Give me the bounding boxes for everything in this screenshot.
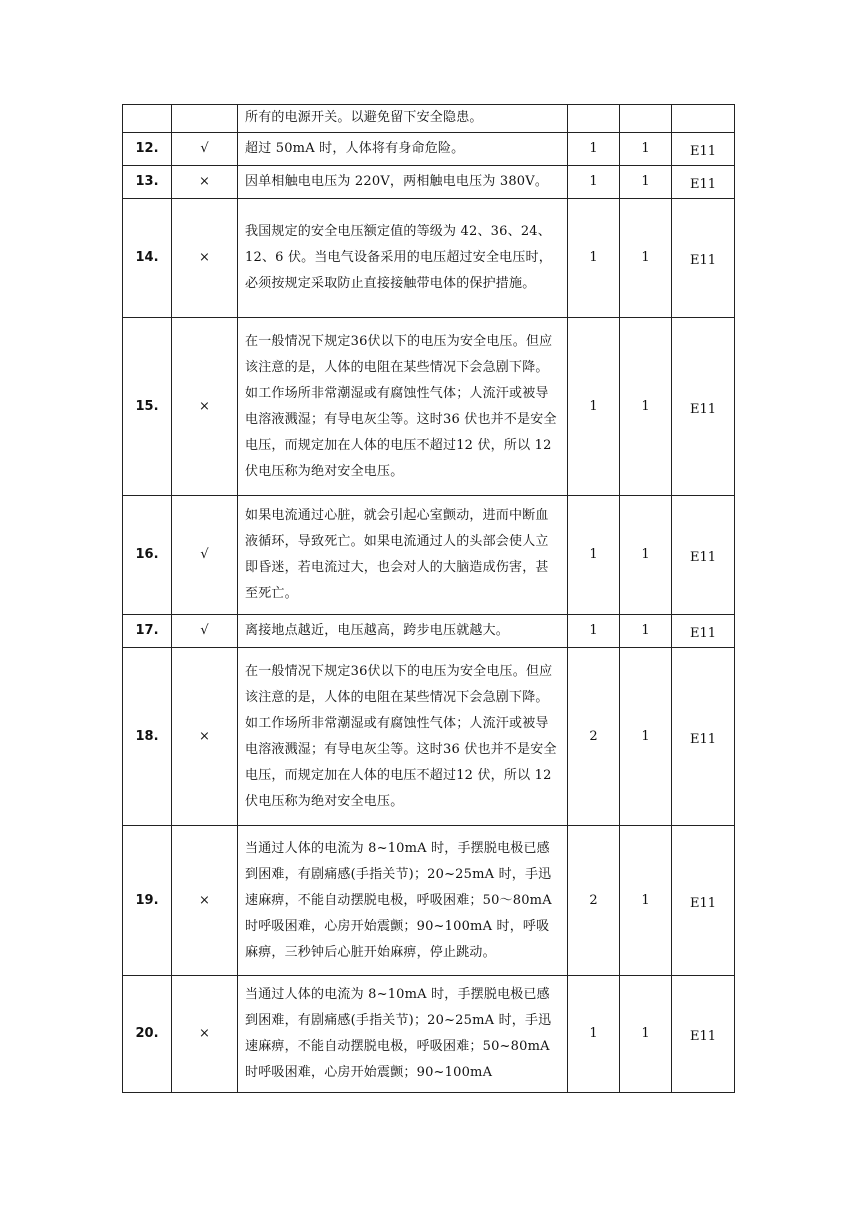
explanation-text: 如果电流通过心脏，就会引起心室颤动，进而中断血液循环，导致死亡。如果电流通过人的头部会使人立即昏迷，若电流过大，也会对人的大脑造成伤害，甚至死亡。 xyxy=(238,496,568,615)
category-code: E11 xyxy=(672,976,735,1093)
value-b: 1 xyxy=(620,318,672,496)
explanation-text: 离接地点越近，电压越高，跨步电压就越大。 xyxy=(238,615,568,648)
explanation-text: 所有的电源开关。以避免留下安全隐患。 xyxy=(238,105,568,133)
explanation-text: 超过 50mA 时，人体将有身命危险。 xyxy=(238,133,568,166)
answer-mark: × xyxy=(172,648,238,826)
table-row xyxy=(123,318,735,496)
category-code: E11 xyxy=(672,615,735,648)
question-number: 15. xyxy=(123,318,172,496)
explanation-text: 当通过人体的电流为 8~10mA 时，手摆脱电极已感到困难，有剧痛感(手指关节)；20~25mA 时，手迅速麻痹，不能自动摆脱电极，呼吸困难；50～80mA 时呼吸困难，心房开始震颤；90~100mA 时，呼吸麻痹，三秒钟后心脏开始麻痹，停止跳动。 xyxy=(238,826,568,976)
value-b: 1 xyxy=(620,199,672,318)
answer-table-body xyxy=(123,105,735,1093)
question-number: 19. xyxy=(123,826,172,976)
value-b: 1 xyxy=(620,166,672,199)
question-number: 12. xyxy=(123,133,172,166)
value-a: 1 xyxy=(568,318,620,496)
table-row xyxy=(123,496,735,615)
answer-mark: × xyxy=(172,318,238,496)
category-code: E11 xyxy=(672,648,735,826)
table-row xyxy=(123,105,735,133)
value-b: 1 xyxy=(620,648,672,826)
value-b: 1 xyxy=(620,133,672,166)
category-code xyxy=(672,105,735,133)
answer-mark: √ xyxy=(172,133,238,166)
explanation-text: 我国规定的安全电压额定值的等级为 42、36、24、12、6 伏。当电气设备采用的电压超过安全电压时，必须按规定采取防止直接接触带电体的保护措施。 xyxy=(238,199,568,318)
answer-mark xyxy=(172,105,238,133)
value-a: 1 xyxy=(568,199,620,318)
category-code: E11 xyxy=(672,826,735,976)
category-code: E11 xyxy=(672,496,735,615)
answer-mark: × xyxy=(172,976,238,1093)
question-number: 17. xyxy=(123,615,172,648)
table-row xyxy=(123,199,735,318)
category-code: E11 xyxy=(672,318,735,496)
value-b: 1 xyxy=(620,826,672,976)
answer-table xyxy=(122,104,735,1093)
explanation-text: 在一般情况下规定36伏以下的电压为安全电压。但应该注意的是，人体的电阻在某些情况下会急剧下降。如工作场所非常潮湿或有腐蚀性气体；人流汗或被导电溶液溅湿；有导电灰尘等。这时36 伏也并不是安全电压，而规定加在人体的电压不超过12 伏，所以 12 伏电压称为绝对安全电压。 xyxy=(238,318,568,496)
question-number: 18. xyxy=(123,648,172,826)
category-code: E11 xyxy=(672,133,735,166)
question-number: 20. xyxy=(123,976,172,1093)
value-a: 1 xyxy=(568,133,620,166)
value-a xyxy=(568,105,620,133)
question-number: 14. xyxy=(123,199,172,318)
answer-mark: × xyxy=(172,826,238,976)
table-row xyxy=(123,615,735,648)
table-row xyxy=(123,648,735,826)
value-a: 2 xyxy=(568,826,620,976)
value-b: 1 xyxy=(620,976,672,1093)
category-code: E11 xyxy=(672,166,735,199)
question-number xyxy=(123,105,172,133)
value-a: 1 xyxy=(568,976,620,1093)
table-row xyxy=(123,133,735,166)
value-a: 1 xyxy=(568,615,620,648)
table-row xyxy=(123,976,735,1093)
value-b xyxy=(620,105,672,133)
value-b: 1 xyxy=(620,496,672,615)
table-row xyxy=(123,826,735,976)
explanation-text: 在一般情况下规定36伏以下的电压为安全电压。但应该注意的是，人体的电阻在某些情况下会急剧下降。如工作场所非常潮湿或有腐蚀性气体；人流汗或被导电溶液溅湿；有导电灰尘等。这时36 伏也并不是安全电压，而规定加在人体的电压不超过12 伏，所以 12 伏电压称为绝对安全电压。 xyxy=(238,648,568,826)
answer-mark: × xyxy=(172,166,238,199)
value-a: 1 xyxy=(568,496,620,615)
explanation-text: 当通过人体的电流为 8~10mA 时，手摆脱电极已感到困难，有剧痛感(手指关节)；20~25mA 时，手迅速麻痹，不能自动摆脱电极，呼吸困难；50~80mA 时呼吸困难，心房开始震颤；90~100mA xyxy=(238,976,568,1093)
question-number: 13. xyxy=(123,166,172,199)
answer-mark: × xyxy=(172,199,238,318)
table-row xyxy=(123,166,735,199)
answer-mark: √ xyxy=(172,496,238,615)
value-a: 1 xyxy=(568,166,620,199)
question-number: 16. xyxy=(123,496,172,615)
category-code: E11 xyxy=(672,199,735,318)
answer-mark: √ xyxy=(172,615,238,648)
explanation-text: 因单相触电电压为 220V，两相触电电压为 380V。 xyxy=(238,166,568,199)
value-a: 2 xyxy=(568,648,620,826)
value-b: 1 xyxy=(620,615,672,648)
